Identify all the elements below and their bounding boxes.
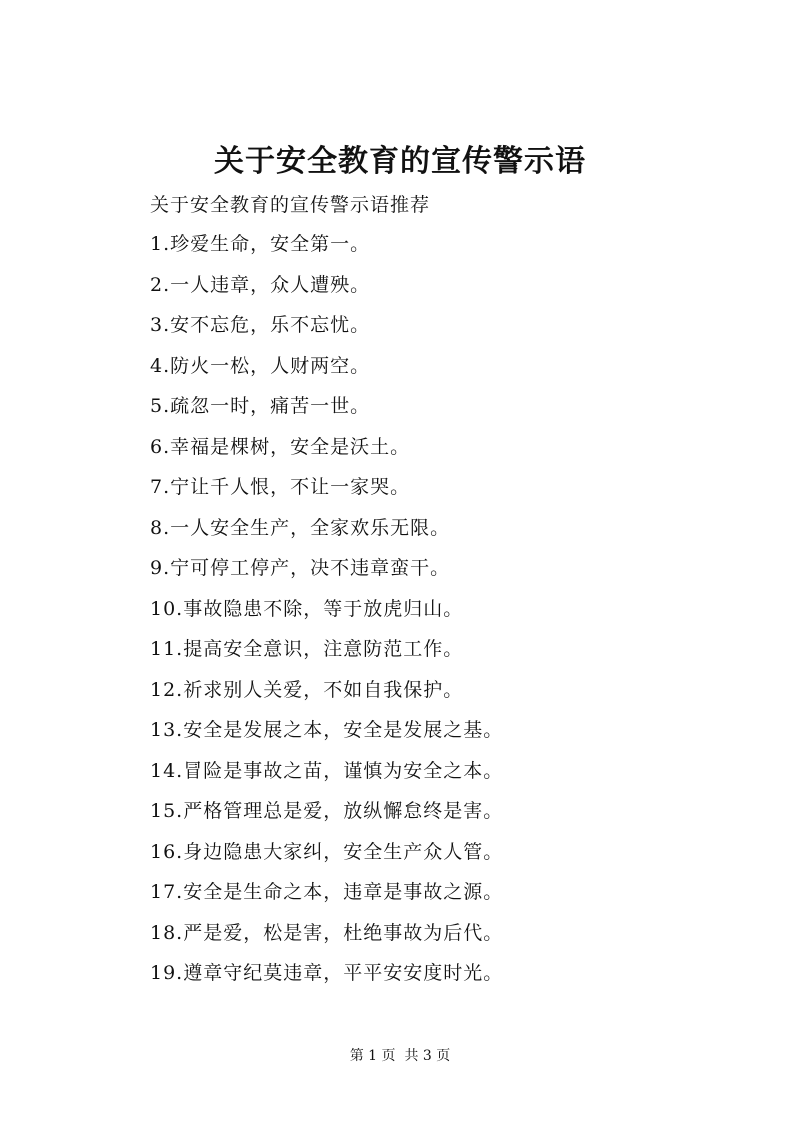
slogan-item: 19.遵章守纪莫违章，平平安安度时光。 — [150, 962, 504, 984]
slogan-item: 3.安不忘危，乐不忘忧。 — [150, 314, 371, 336]
slogan-item: 15.严格管理总是爱，放纵懈怠终是害。 — [150, 800, 504, 822]
slogan-item: 14.冒险是事故之苗，谨慎为安全之本。 — [150, 759, 504, 782]
slogan-item: 4.防火一松，人财两空。 — [150, 354, 371, 377]
slogan-item: 16.身边隐患大家纠，安全生产众人管。 — [150, 840, 504, 863]
slogan-item: 17.安全是生命之本，违章是事故之源。 — [150, 881, 504, 903]
slogan-item: 18.严是爱，松是害，杜绝事故为后代。 — [150, 921, 504, 944]
slogan-item: 9.宁可停工停产，决不违章蛮干。 — [150, 557, 451, 579]
slogan-item: 2.一人违章，众人遭殃。 — [150, 273, 371, 296]
subtitle: 关于安全教育的宣传警示语推荐 — [150, 194, 431, 216]
page-title: 关于安全教育的宣传警示语 — [214, 144, 586, 179]
slogan-item: 7.宁让千人恨，不让一家哭。 — [150, 476, 411, 498]
slogan-item: 12.祈求别人关爱，不如自我保护。 — [150, 678, 464, 701]
page-footer: 第 1 页 共 3 页 — [349, 1048, 451, 1064]
slogan-item: 6.幸福是棵树，安全是沃土。 — [150, 435, 411, 458]
slogan-list — [150, 229, 503, 999]
slogan-item: 10.事故隐患不除，等于放虎归山。 — [150, 597, 464, 620]
slogan-item: 8.一人安全生产，全家欢乐无限。 — [150, 516, 451, 539]
slogan-item: 11.提高安全意识，注意防范工作。 — [150, 638, 464, 660]
slogan-item: 13.安全是发展之本，安全是发展之基。 — [150, 719, 504, 741]
slogan-item: 5.疏忽一时，痛苦一世。 — [150, 395, 371, 417]
slogan-item: 1.珍爱生命，安全第一。 — [150, 233, 371, 255]
